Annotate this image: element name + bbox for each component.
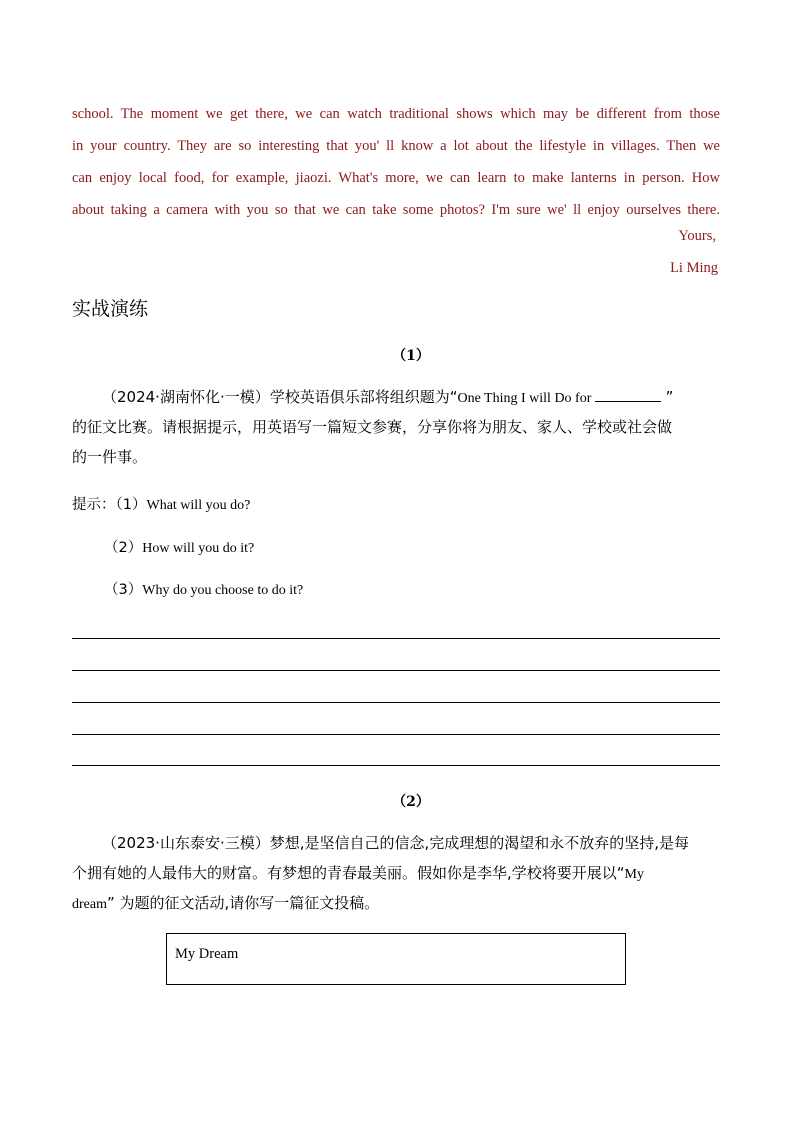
section-heading: 实战演练 [72,298,149,320]
answer-line[interactable] [72,765,720,766]
essay-answer-box[interactable] [166,933,626,985]
letter-closing: Yours, [678,228,716,244]
hint-2-prefix: （2） [104,540,143,556]
answer-line[interactable] [72,638,720,639]
hint-3-prefix: （3） [104,582,143,598]
question-2-line-1: （2023·山东泰安·三模）梦想,是坚信自己的信念,完成理想的渴望和永不放弃的坚持,是每 [102,834,690,852]
question-2-line-2 [72,858,720,888]
hint-1 [72,493,250,514]
answer-line[interactable] [72,702,720,703]
question-1-line-2: 的征文比赛。请根据提示，用英语写一篇短文参赛，分享你将为朋友、家人、学校或社会做 [72,418,673,436]
letter-line: in your country. They are so interesting that you' ll know a lot about the lifestyle in villages. Then we [72,138,720,154]
question-2-line-3 [72,888,720,918]
answer-line[interactable] [72,734,720,735]
question-1-number: （1） [392,348,430,364]
letter-body [72,98,720,226]
title-blank[interactable] [595,387,661,402]
question-1-source: （2024·湖南怀化·一模）学校英语俱乐部将组织题为“ [102,388,458,406]
title-close-quote: ” [660,388,674,406]
question-1-prompt [72,382,720,472]
letter-line: can enjoy local food, for example, jiaozi. What's more, we can learn to make lanterns in person. How [72,170,720,186]
hint-1-prefix: 提示：（1） [72,497,147,513]
letter-line: about taking a camera with you so that we can take some photos? I'm sure we' ll enjoy ourselves there. [72,202,720,218]
question-2-number: （2） [392,794,430,810]
hint-3-text: Why do you choose to do it? [142,583,304,598]
question-1-line-1 [72,382,720,412]
question-1-line-3: 的一件事。 [72,448,148,466]
essay-title: My Dream [175,946,239,962]
hint-1-text: What will you do? [146,498,251,513]
question-2-prompt [72,828,720,918]
hint-2 [104,536,254,557]
question-2-title-end: dream [72,897,107,912]
question-1-title-text: One Thing I will Do for [457,391,595,406]
answer-line[interactable] [72,670,720,671]
letter-line: school. The moment we get there, we can watch traditional shows which may be different from those [72,106,720,122]
question-2-line-2-text: 个拥有她的人最伟大的财富。有梦想的青春最美丽。假如你是李华,学校将要开展以“ [72,864,625,882]
hint-2-text: How will you do it? [142,541,255,556]
letter-signature: Li Ming [670,260,718,276]
question-2-line-3-text: ” 为题的征文活动,请你写一篇征文投稿。 [106,894,380,912]
question-2-title-start: My [624,867,644,882]
hint-3 [104,578,303,599]
